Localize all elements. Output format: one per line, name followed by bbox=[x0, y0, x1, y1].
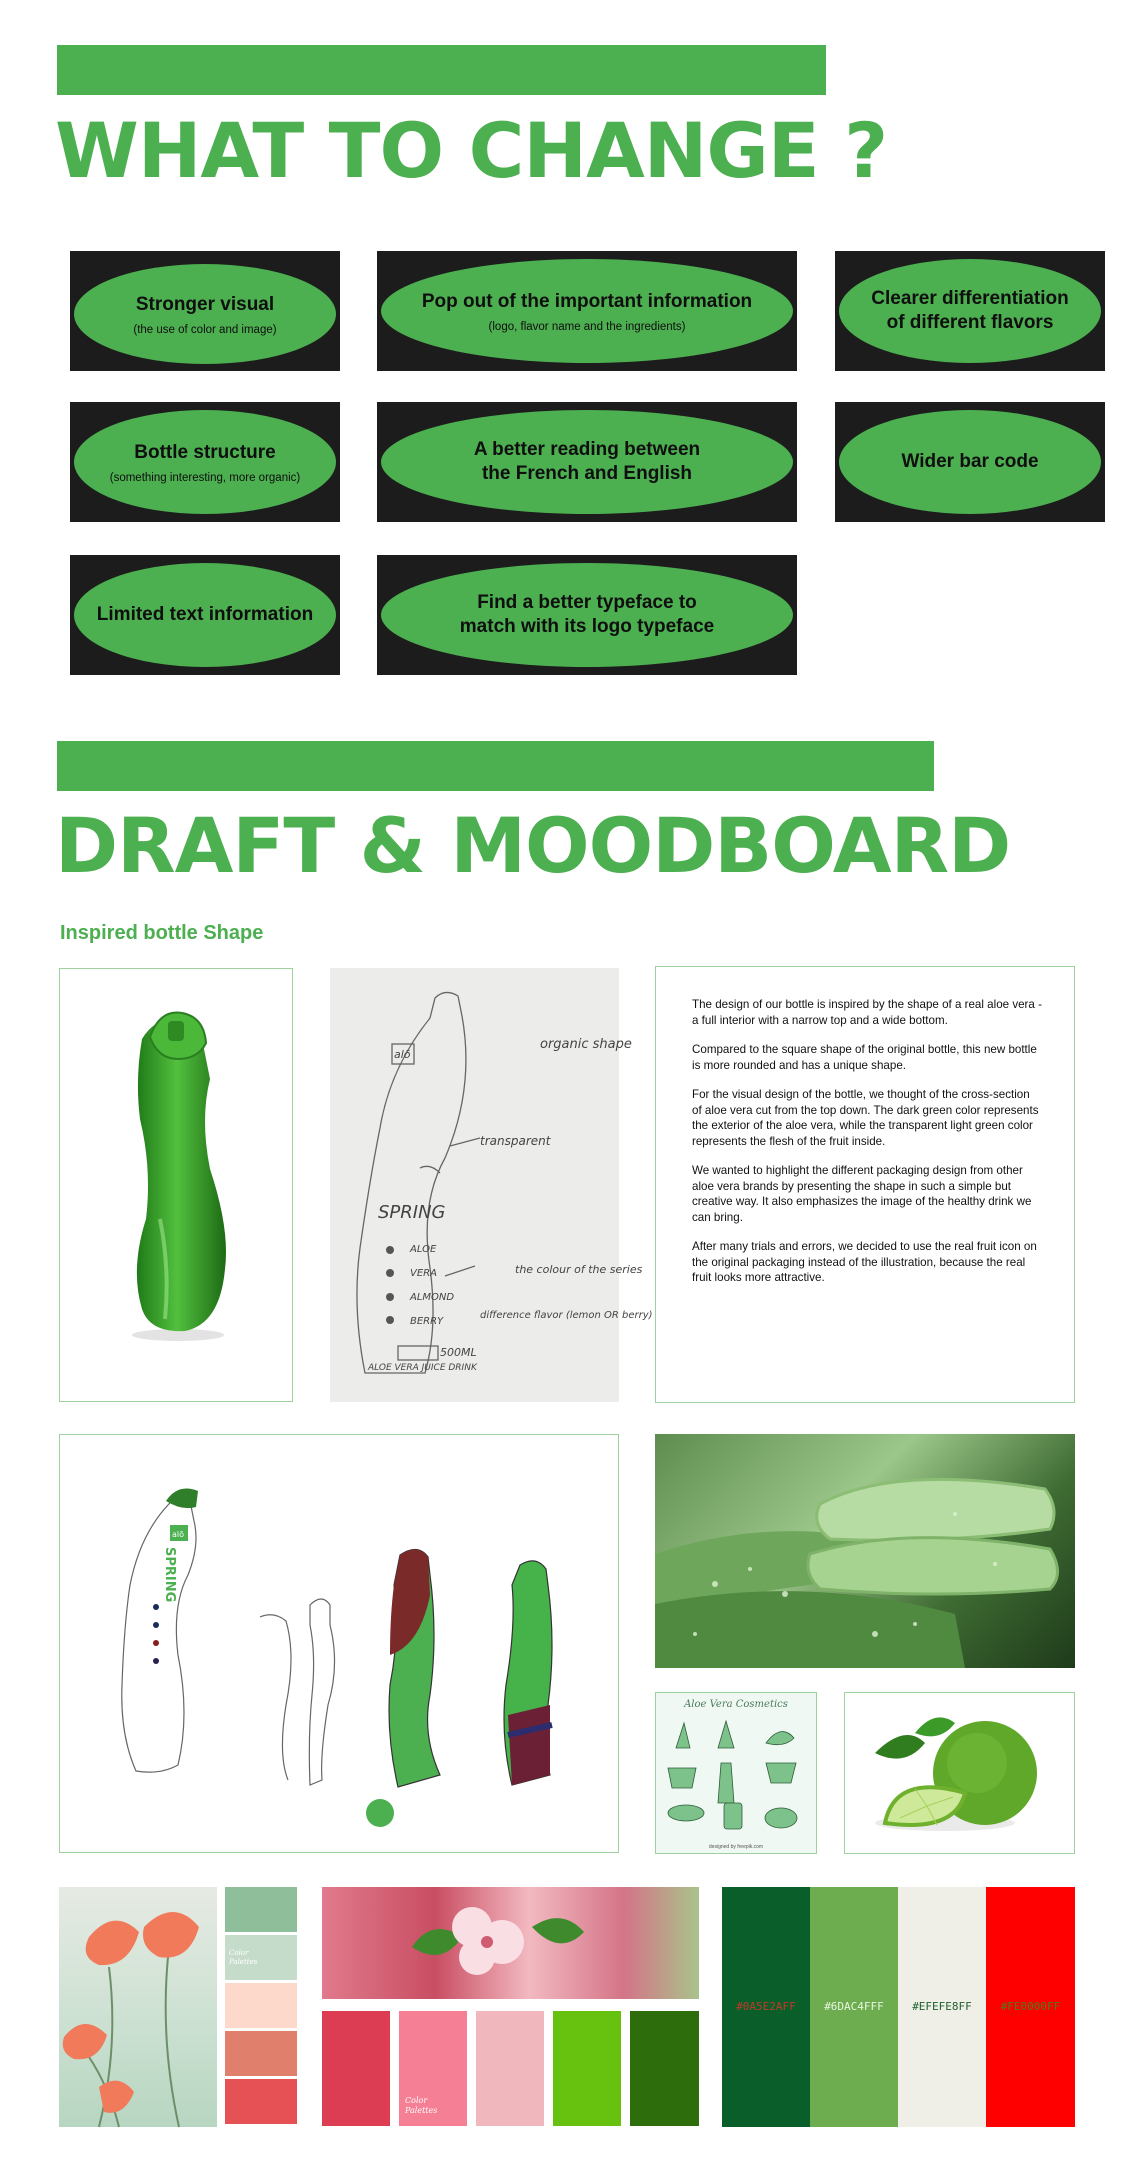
color-hex-label: #FE0000FF bbox=[1000, 2000, 1061, 2013]
change-card-typeface bbox=[377, 555, 797, 675]
palette2-swatch-3 bbox=[476, 2011, 544, 2126]
description-paragraph: For the visual design of the bottle, we thought of the cross-section of aloe vera cut from the top down. The dark green color represents the exterior of the aloe vera, while the transparent light green color represents the flesh of the fruit inside. bbox=[692, 1088, 1039, 1148]
page-title-what-to-change: WHAT TO CHANGE ? bbox=[55, 106, 888, 195]
draft-logo: alō bbox=[172, 1530, 185, 1539]
card-title: Wider bar code bbox=[901, 451, 1039, 472]
cosmetics-icons bbox=[656, 1693, 816, 1853]
sketch-berry: BERRY bbox=[410, 1316, 444, 1327]
green-bottle-image bbox=[60, 969, 294, 1403]
aloe-vera-photo bbox=[655, 1434, 1075, 1668]
aloe-slices-illustration bbox=[655, 1434, 1075, 1668]
sketch-juice: ALOE VERA JUICE DRINK bbox=[368, 1363, 477, 1373]
card-title: Stronger visual bbox=[135, 293, 275, 315]
title-accent-bar bbox=[57, 45, 826, 95]
card-subtitle: (logo, flavor name and the ingredients) bbox=[488, 320, 686, 333]
cosmetics-title: Aloe Vera Cosmetics bbox=[684, 1699, 788, 1710]
change-card-bottle-structure bbox=[70, 402, 340, 522]
digital-bottle-drafts bbox=[60, 1435, 620, 1854]
pencil-sketch bbox=[330, 968, 653, 1402]
palette1-swatch-5 bbox=[225, 2079, 297, 2124]
final-palette-color-2 bbox=[810, 1887, 898, 2127]
lime-image bbox=[845, 1693, 1074, 1853]
description-frame bbox=[655, 966, 1075, 1403]
color-palettes-label-2: Color Palettes bbox=[405, 2096, 438, 2115]
card-title: A better reading between the French and English bbox=[473, 439, 701, 484]
sketch-volume: 500ML bbox=[440, 1346, 477, 1359]
page-title-draft-moodboard: DRAFT & MOODBOARD bbox=[55, 801, 1011, 890]
card-title: Find a better typeface to match with its logo typeface bbox=[459, 592, 715, 637]
sketch-logo: alō bbox=[394, 1048, 411, 1061]
draft-spring-label: SPRING bbox=[162, 1547, 177, 1603]
poppy-flowers-illustration bbox=[59, 1887, 217, 2127]
sketch-spring: SPRING bbox=[378, 1202, 446, 1223]
bottle-sketch-drawing bbox=[330, 968, 653, 1402]
digital-draft-frame bbox=[59, 1434, 619, 1853]
palette2-swatch-5 bbox=[630, 2011, 699, 2126]
card-title: Limited text information bbox=[96, 604, 314, 625]
card-subtitle: (the use of color and image) bbox=[133, 323, 277, 336]
palette2-swatch-4 bbox=[553, 2011, 621, 2126]
bottle-photo-frame bbox=[59, 968, 293, 1402]
palette1-swatch-1 bbox=[225, 1887, 297, 1932]
palette1-swatch-2 bbox=[225, 1935, 297, 1980]
palette2-swatch-1 bbox=[322, 2011, 390, 2126]
color-hex-label: #EFEFE8FF bbox=[912, 2000, 972, 2013]
description-paragraph: After many trials and errors, we decided to use the real fruit icon on the original packaging instead of the illustration, because the real fruit looks more attractive. bbox=[692, 1240, 1037, 1284]
card-title: Clearer differentiation of different flavors bbox=[871, 288, 1069, 333]
pink-flower-photo bbox=[322, 1887, 699, 1999]
title-accent-bar-2 bbox=[57, 741, 934, 791]
sketch-flavor: difference flavor (lemon OR berry) bbox=[480, 1310, 653, 1321]
lime-photo-frame bbox=[844, 1692, 1075, 1854]
change-card-limited-text bbox=[70, 555, 340, 675]
card-title: Pop out of the important information bbox=[421, 290, 753, 312]
pink-flower-illustration bbox=[322, 1887, 699, 1999]
color-hex-label: #0A5E2AFF bbox=[736, 2000, 796, 2013]
card-subtitle: (something interesting, more organic) bbox=[109, 471, 301, 484]
palette2-swatch-2 bbox=[399, 2011, 467, 2126]
card-title: Bottle structure bbox=[134, 441, 276, 463]
final-palette-color-4 bbox=[986, 1887, 1075, 2127]
description-paragraph: We wanted to highlight the different packaging design from other aloe vera brands by presenting the shape in such a simple but creative way. It also emphasizes the image of the healthy drink we can bring. bbox=[692, 1164, 1032, 1224]
change-card-pop-out bbox=[377, 251, 797, 371]
palette1-swatch-3 bbox=[225, 1983, 297, 2028]
color-palettes-label: Color Palettes bbox=[229, 1949, 258, 1966]
palette1-swatch-4 bbox=[225, 2031, 297, 2076]
change-card-stronger-visual bbox=[70, 251, 340, 371]
sketch-vera: VERA bbox=[410, 1268, 437, 1279]
sketch-aloe: ALOE bbox=[410, 1244, 437, 1255]
description-paragraph: The design of our bottle is inspired by the shape of a real aloe vera - a full interior with a narrow top and a wide bottom. bbox=[692, 998, 1042, 1027]
change-card-better-reading bbox=[377, 402, 797, 522]
sketch-organic: organic shape bbox=[540, 1037, 632, 1052]
sketch-transparent: transparent bbox=[480, 1134, 551, 1148]
sketch-colour: the colour of the series bbox=[515, 1263, 643, 1276]
change-card-wider-bar-code bbox=[835, 402, 1105, 522]
poppies-photo bbox=[59, 1887, 217, 2127]
final-palette-color-3 bbox=[898, 1887, 986, 2127]
cosmetics-credit: designed by freepik.com bbox=[708, 1844, 764, 1850]
description-paragraph: Compared to the square shape of the original bottle, this new bottle is more rounded and has a unique shape. bbox=[692, 1043, 1037, 1072]
sketch-almond: ALMOND bbox=[410, 1292, 455, 1303]
final-palette-color-1 bbox=[722, 1887, 810, 2127]
change-card-clearer-differentiation bbox=[835, 251, 1105, 371]
color-hex-label: #6DAC4FFF bbox=[824, 2000, 884, 2013]
aloe-cosmetics-illustration bbox=[655, 1692, 817, 1854]
inspired-bottle-shape-heading: Inspired bottle Shape bbox=[60, 922, 264, 944]
